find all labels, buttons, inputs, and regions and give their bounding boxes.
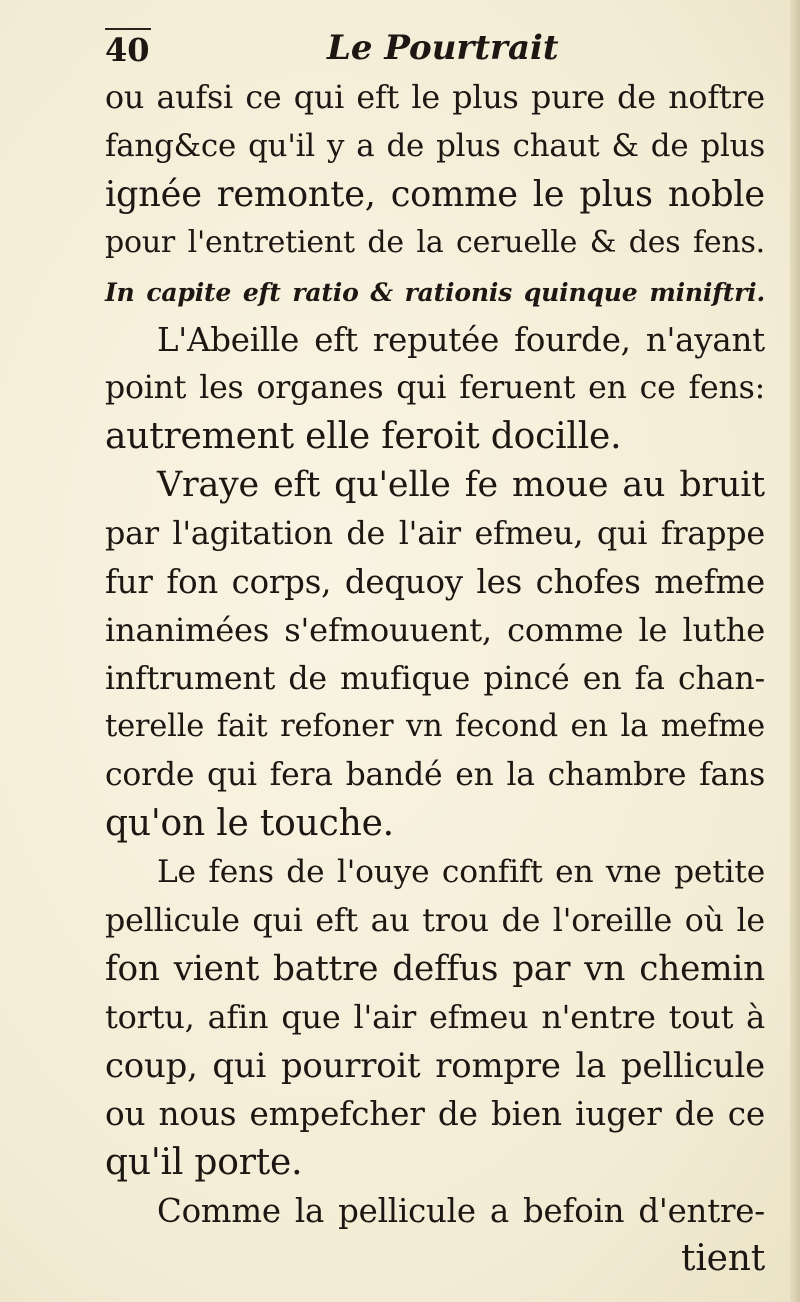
- page-header: [105, 22, 765, 72]
- text-line: Comme la pellicule a befoin d'entre-: [157, 1191, 765, 1230]
- text-line: point les organes qui feruent en ce fens:: [105, 370, 765, 407]
- text-line: qu'on le touche.: [105, 802, 394, 844]
- latin-quotation: In capite eft ratio & rationis quinque miniftri.: [105, 276, 765, 307]
- text-line: pellicule qui eft au trou de l'oreille où le: [105, 902, 765, 939]
- text-line: Vraye eft qu'elle fe moue au bruit: [157, 465, 765, 506]
- text-line: fang&ce qu'il y a de plus chaut & de plus: [105, 128, 765, 165]
- text-line: corde qui fera bandé en la chambre fans: [105, 757, 765, 794]
- text-line: inanimées s'efmouuent, comme le luthe: [105, 611, 765, 650]
- text-block: [105, 74, 765, 1284]
- catchword: tient: [681, 1238, 765, 1280]
- text-line: par l'agitation de l'air efmeu, qui frappe: [105, 514, 765, 552]
- text-line: qu'il porte.: [105, 1141, 303, 1183]
- page-number: 40: [105, 28, 151, 70]
- text-line: tortu, afin que l'air efmeu n'entre tout à: [105, 998, 765, 1037]
- text-line: pour l'entretient de la ceruelle & des fens.: [105, 225, 765, 261]
- text-line: fur fon corps, dequoy les chofes mefme: [105, 562, 765, 601]
- page-edge: [790, 0, 800, 1302]
- text-line: ou nous empefcher de bien iuger de ce: [105, 1095, 765, 1134]
- text-line: Le fens de l'ouye confift en vne petite: [157, 854, 765, 891]
- text-line: fon vient battre deffus par vn chemin: [105, 949, 765, 990]
- text-line: terelle fait refoner vn fecond en la mefme: [105, 709, 765, 745]
- text-line: inftrument de mufique pincé en fa chan-: [105, 660, 765, 697]
- text-line: ou aufsi ce qui eft le plus pure de noftre: [105, 80, 765, 116]
- text-line: L'Abeille eft reputée fourde, n'ayant: [157, 320, 765, 359]
- text-line: coup, qui pourroit rompre la pellicule: [105, 1045, 765, 1085]
- text-line: autrement elle feroit docille.: [105, 415, 622, 457]
- running-head: Le Pourtrait: [327, 28, 559, 68]
- text-line: ignée remonte, comme le plus noble: [105, 173, 765, 215]
